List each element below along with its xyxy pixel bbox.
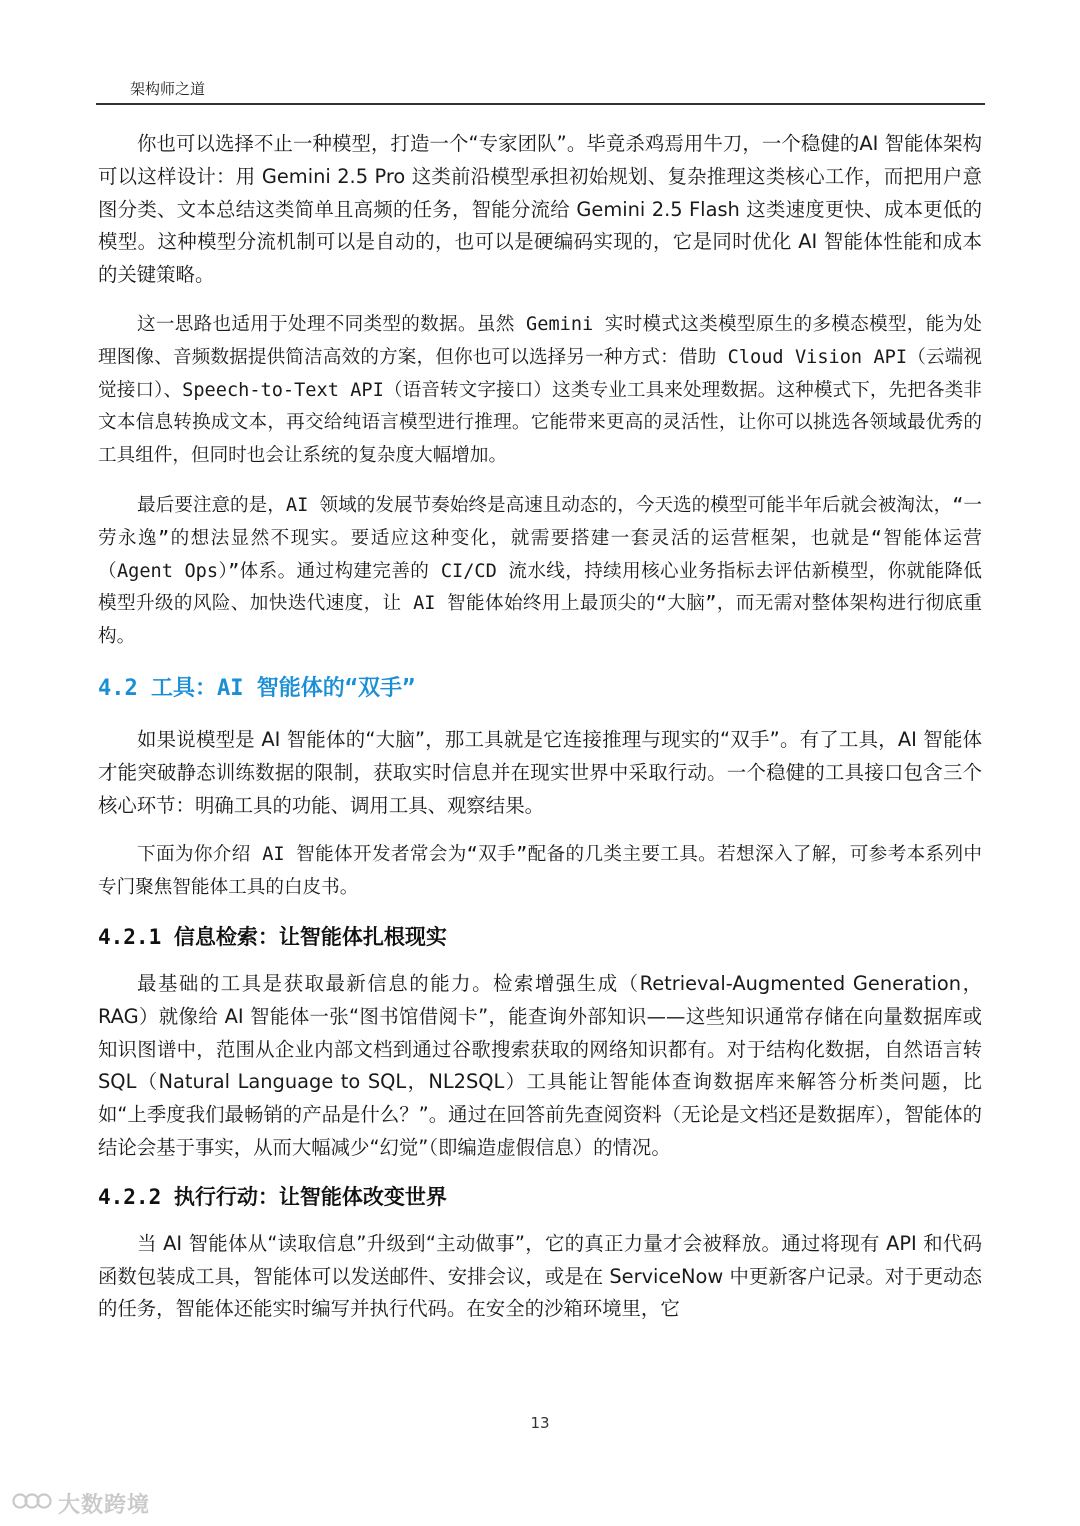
watermark-logo-icon [12, 1490, 52, 1516]
paragraph-actions: 当 AI 智能体从“读取信息”升级到“主动做事”，它的真正力量才会被释放。通过将现有 API 和代码函数包装成工具，智能体可以发送邮件、安排会议，或是在 ServiceNow 中更新客户记录。对于更动态的任务，智能体还能实时编写并执行代码。在安全的沙箱环境里，它 [98, 1231, 982, 1321]
watermark [12, 1490, 150, 1516]
paragraph-multimodal: 这一思路也适用于处理不同类型的数据。虽然 Gemini 实时模式这类模型原生的多模态模型，能为处理图像、音频数据提供简洁高效的方案，但你也可以选择另一种方式：借助 Cloud Vision API（云端视觉接口）、Speech-to-Text API（语音转文字接口）这类专业工具来处理数据。这种模式下，先把各类非文本信息转换成文本，再交给纯语言模型进行推理。它能带来更高的灵活性，让你可以挑选各领域最优秀的工具组件，但同时也会让系统的复杂度大幅增加。 [98, 313, 982, 467]
paragraph-tools-intro: 如果说模型是 AI 智能体的“大脑”，那工具就是它连接推理与现实的“双手”。有了工具，AI 智能体才能突破静态训练数据的限制，获取实时信息并在现实世界中采取行动。一个稳健的工具接口包含三个核心环节：明确工具的功能、调用工具、观察结果。 [98, 727, 982, 817]
paragraph-expert-team: 你也可以选择不止一种模型，打造一个“专家团队”。毕竟杀鸡焉用牛刀，一个稳健的AI 智能体架构可以这样设计：用 Gemini 2.5 Pro 这类前沿模型承担初始规划、复杂推理这类核心工作，而把用户意图分类、文本总结这类简单且高频的任务，智能分流给 Gemini 2.5 Flash 这类速度更快、成本更低的模型。这种模型分流机制可以是自动的，也可以是硬编码实现的，它是同时优化 AI 智能体性能和成本的关键策略。 [98, 132, 982, 287]
section-heading-4-2: 4.2 工具：AI 智能体的“双手” [98, 675, 416, 701]
section-heading-4-2-1: 4.2.1 信息检索：让智能体扎根现实 [98, 924, 447, 949]
header-title: 架构师之道 [130, 80, 206, 98]
body-content [98, 128, 982, 1343]
page-header [96, 76, 985, 105]
paragraph-agent-ops: 最后要注意的是，AI 领域的发展节奏始终是高速且动态的，今天选的模型可能半年后就会被淘汰，“一劳永逸”的想法显然不现实。要适应这种变化，就需要搭建一套灵活的运营框架，也就是“智能体运营（Agent Ops）”体系。通过构建完善的 CI/CD 流水线，持续用核心业务指标去评估新模型，你就能降低模型升级的风险、加快迭代速度，让 AI 智能体始终用上最顶尖的“大脑”，而无需对整体架构进行彻底重构。 [98, 494, 982, 648]
watermark-text: 大数跨境 [58, 1492, 151, 1518]
section-heading-4-2-2: 4.2.2 执行行动：让智能体改变世界 [98, 1184, 447, 1209]
paragraph-retrieval: 最基础的工具是获取最新信息的能力。检索增强生成（Retrieval-Augmented Generation，RAG）就像给 AI 智能体一张“图书馆借阅卡”，能查询外部知识——这些知识通常存储在向量数据库或知识图谱中，范围从企业内部文档到通过谷歌搜索获取的网络知识都有。对于结构化数据，自然语言转 SQL（Natural Language to SQL，NL2SQL）工具能让智能体查询数据库来解答分析类问题，比如“上季度我们最畅销的产品是什么？”。通过在回答前先查阅资料（无论是文档还是数据库），智能体的结论会基于事实，从而大幅减少“幻觉”（即编造虚假信息）的情况。 [98, 971, 982, 1159]
page-number: 13 [530, 1414, 550, 1432]
paragraph-tools-types: 下面为你介绍 AI 智能体开发者常会为“双手”配备的几类主要工具。若想深入了解，可参考本系列中专门聚焦智能体工具的白皮书。 [98, 844, 982, 899]
